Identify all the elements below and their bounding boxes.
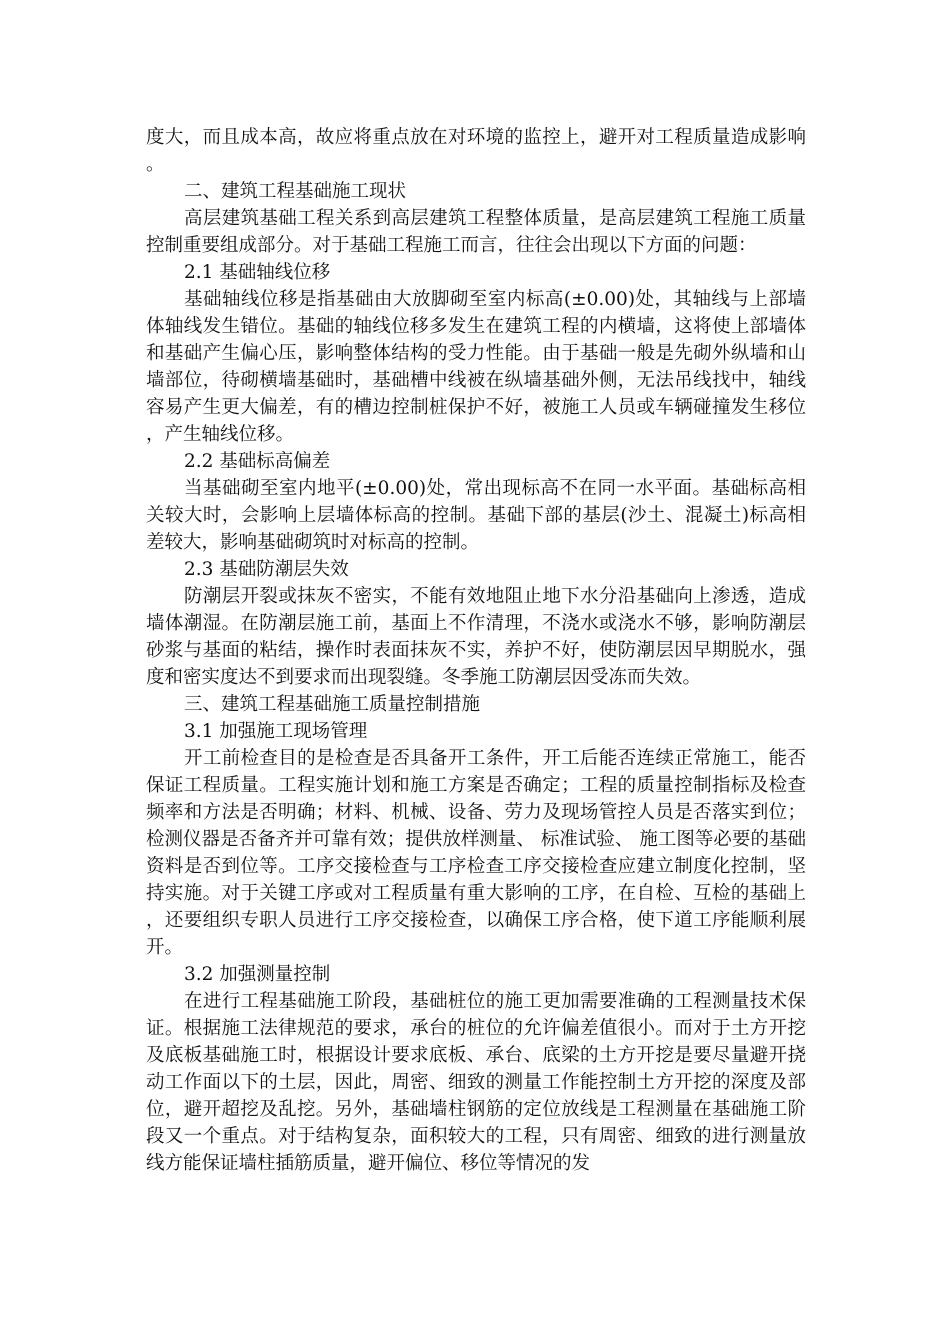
paragraph-continued: 度大，而且成本高，故应将重点放在对环境的监控上，避开对工程质量造成影响。 [146, 127, 806, 175]
paragraph-site-management: 开工前检查目的是检查是否具备开工条件，开工后能否连续正常施工，能否保证工程质量。工程实施计划和施工方案是否确定；工程的质量控制指标及检查频率和方法是否明确；材料、机械、设备、劳力及现场管控人员是否落实到位；检测仪器是否备齐并可靠有效；提供放样测量、 标准试验、 施工图等必要的基础资料是否到位等。工序交接检查与工序检查工序交接检查应建立制度化控制，坚持实施。对于关键工序或对工程质量有重大影响的工序，在自检、互检的基础上，还要组织专职人员进行工序交接检查，以确保工序合格，使下道工序能顺利展开。 [146, 748, 806, 958]
subsection-heading-site-management: 3.1 加强施工现场管理 [184, 721, 368, 742]
paragraph-damp-proof-failure: 防潮层开裂或抹灰不密实，不能有效地阻止地下水分沿基础向上渗透，造成墙体潮湿。在防潮层施工前，基面上不作清理，不浇水或浇水不够，影响防潮层砂浆与基面的粘结，操作时表面抹灰不实，养护不好，使防潮层因早期脱水，强度和密实度达不到要求而出现裂缝。冬季施工防潮层因受冻而失效。 [146, 586, 806, 688]
document-body [146, 124, 806, 1177]
paragraph-axis-shift: 基础轴线位移是指基础由大放脚砌至室内标高(±0.00)处，其轴线与上部墙体轴线发生错位。基础的轴线位移多发生在建筑工程的内横墙，这将使上部墙体和基础产生偏心压，影响整体结构的受力性能。由于基础一般是先砌外纵墙和山墙部位，待砌横墙基础时，基础槽中线被在纵墙基础外侧，无法吊线找中，轴线容易产生更大偏差，有的槽边控制桩保护不好，被施工人员或车辆碰撞发生移位，产生轴线位移。 [146, 289, 806, 445]
subsection-heading-damp-proof-failure: 2.3 基础防潮层失效 [184, 559, 349, 580]
subsection-heading-survey-control: 3.2 加强测量控制 [184, 964, 331, 985]
section-heading-current-status: 二、建筑工程基础施工现状 [184, 181, 407, 202]
section-heading-quality-control-measures: 三、建筑工程基础施工质量控制措施 [184, 694, 481, 715]
paragraph-elevation-deviation: 当基础砌至室内地平(±0.00)处，常出现标高不在同一水平面。基础标高相关较大时，会影响上层墙体标高的控制。基础下部的基层(沙土、混凝土)标高相差较大，影响基础砌筑时对标高的控制。 [146, 478, 806, 553]
subsection-heading-elevation-deviation: 2.2 基础标高偏差 [184, 451, 331, 472]
paragraph-survey-control: 在进行工程基础施工阶段，基础桩位的施工更加需要准确的工程测量技术保证。根据施工法律规范的要求，承台的桩位的允许偏差值很小。而对于土方开挖及底板基础施工时，根据设计要求底板、承台、底梁的土方开挖是要尽量避开挠动工作面以下的土层，因此，周密、细致的测量工作能控制土方开挖的深度及部位，避开超挖及乱挖。另外，基础墙柱钢筋的定位放线是工程测量在基础施工阶段又一个重点。对于结构复杂，面积较大的工程，只有周密、细致的进行测量放线方能保证墙柱插筋质量，避开偏位、移位等情况的发 [146, 991, 806, 1174]
paragraph-intro: 高层建筑基础工程关系到高层建筑工程整体质量，是高层建筑工程施工质量控制重要组成部分。对于基础工程施工而言，往往会出现以下方面的问题： [146, 208, 806, 256]
subsection-heading-axis-shift: 2.1 基础轴线位移 [184, 262, 331, 283]
